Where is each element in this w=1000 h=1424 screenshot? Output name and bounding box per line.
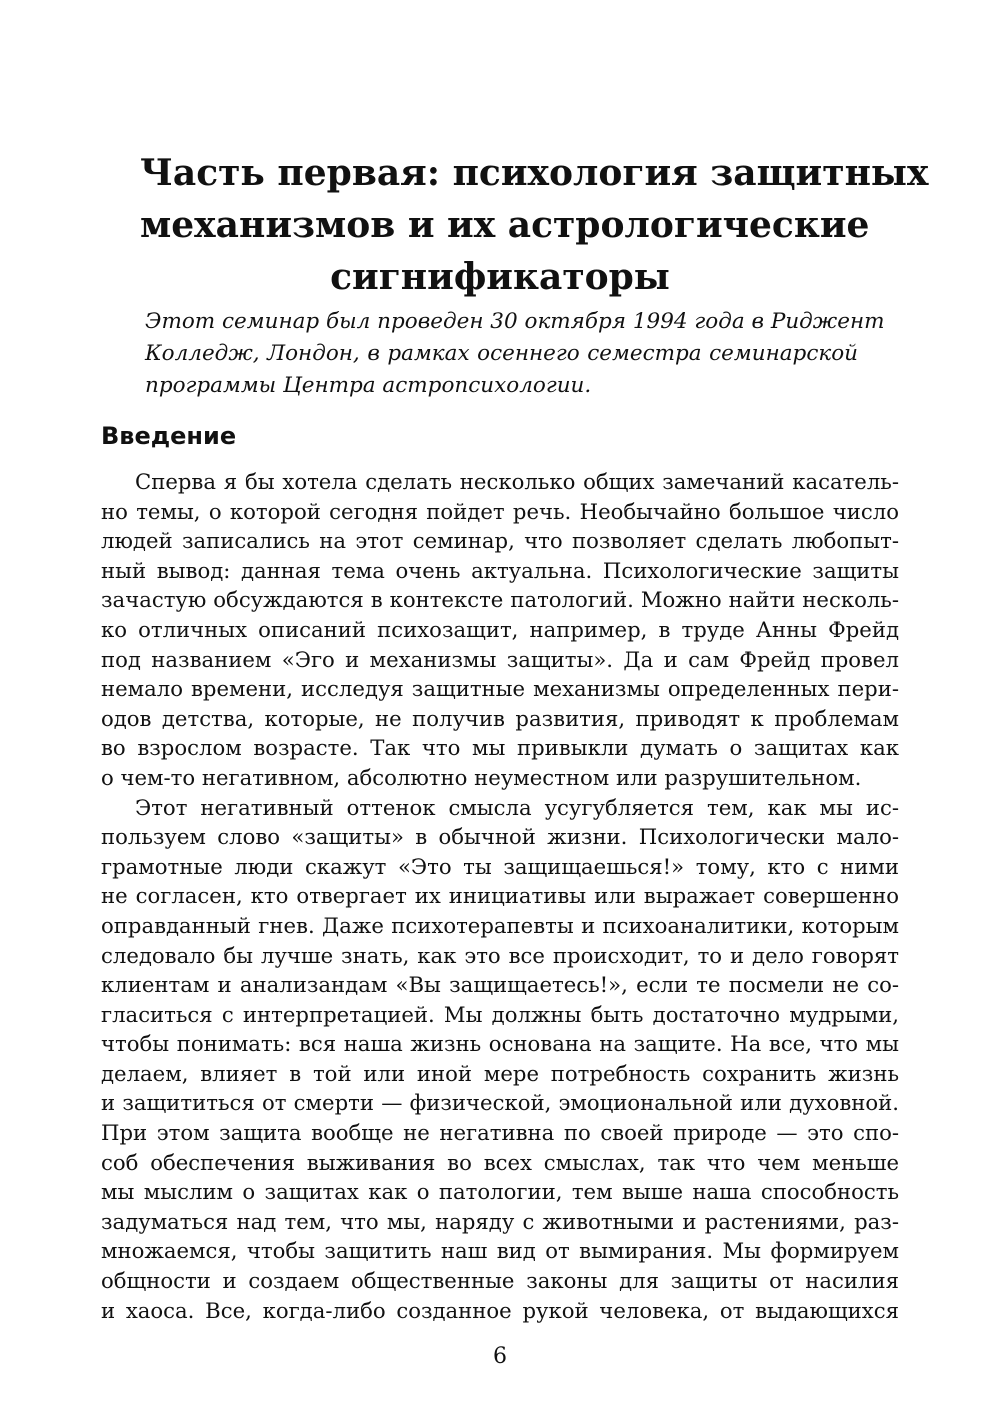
text-line: ко отличных описаний психозащит, например, в труде Анны Фрейд [101,616,899,642]
text-line: немало времени, исследуя защитные механизмы определенных пери- [101,676,899,702]
text-line: но темы, о которой сегодня пойдет речь. Необычайно большое число [101,498,899,524]
chapter-title [140,147,929,303]
text-line: множаемся, чтобы защитить наш вид от вымирания. Мы формируем [101,1238,899,1264]
text-line: и хаоса. Все, когда-либо созданное рукой человека, от выдающихся [101,1297,899,1323]
text-line: следовало бы лучше знать, как это все происходит, то и дело говорят [101,942,899,968]
chapter-title-line: механизмов и их астрологические [140,204,870,246]
text-line: При этом защита вообще не негативна по своей природе — это спо- [101,1120,899,1146]
epigraph-line: Колледж, Лондон, в рамках осеннего семестра семинарской [145,341,858,366]
text-line: задуматься над тем, что мы, наряду с животными и растениями, раз- [101,1208,899,1234]
chapter-title-line: сигнификаторы [330,256,670,298]
text-line: о чем-то негативном, абсолютно неуместном или разрушительном. [101,764,862,790]
text-line: ный вывод: данная тема очень актуальна. Психологические защиты [101,557,899,583]
text-line: соб обеспечения выживания во всех смыслах, так что чем меньше [101,1149,899,1175]
text-line: одов детства, которые, не получив развития, приводят к проблемам [101,705,899,731]
text-line: гласиться с интерпретацией. Мы должны быть достаточно мудрыми, [101,1001,899,1027]
text-line: клиентам и анализандам «Вы защищаетесь!», если те посмели не со- [101,972,899,998]
text-line: во взрослом возрасте. Так что мы привыкли думать о защитах как [101,735,899,761]
paragraph-1 [101,467,899,793]
page-number: 6 [493,1344,507,1369]
paragraph-2 [101,793,899,1326]
text-line: мы мыслим о защитах как о патологии, тем выше наша способность [101,1179,899,1205]
section-heading: Введение [101,422,237,450]
text-line: зачастую обсуждаются в контексте патологий. Можно найти несколь- [101,587,899,613]
text-line: оправданный гнев. Даже психотерапевты и психоаналитики, которым [101,912,899,938]
seminar-epigraph [145,306,885,402]
text-line: Сперва я бы хотела сделать несколько общих замечаний касатель- [135,469,899,494]
text-line: пользуем слово «защиты» в обычной жизни. Психологически мало- [101,824,899,850]
text-line: не согласен, кто отвергает их инициативы или выражает совершенно [101,883,899,909]
text-line: Этот негативный оттенок смысла усугубляется тем, как мы ис- [135,794,899,820]
epigraph-line: Этот семинар был проведен 30 октября 1994 года в Риджент [145,309,885,334]
text-line: и защититься от смерти — физической, эмоциональной или духовной. [101,1090,899,1116]
text-line: общности и создаем общественные законы для защиты от насилия [101,1268,899,1294]
text-line: людей записались на этот семинар, что позволяет сделать любопыт- [101,528,899,554]
text-line: грамотные люди скажут «Это ты защищаешься!» тому, кто с ними [101,853,899,879]
text-line: делаем, влияет в той или иной мере потребность сохранить жизнь [101,1060,899,1086]
text-line: под названием «Эго и механизмы защиты». Да и сам Фрейд провел [101,646,899,672]
chapter-title-line: Часть первая: психология защитных [140,152,929,194]
epigraph-line: программы Центра астропсихологии. [145,373,592,398]
body-text [101,467,899,1325]
text-line: чтобы понимать: вся наша жизнь основана на защите. На все, что мы [101,1031,899,1057]
